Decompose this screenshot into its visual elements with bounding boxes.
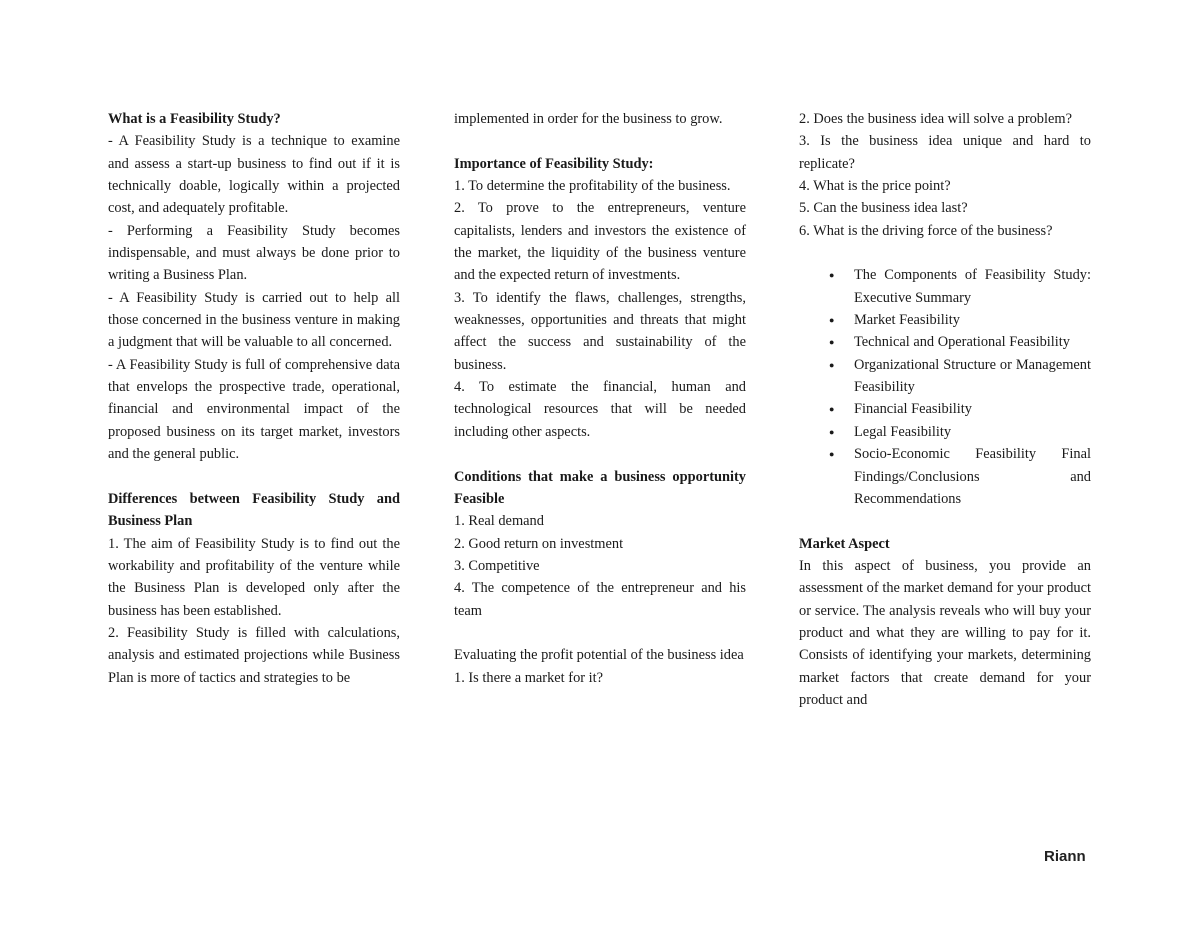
bullet-item: ● The Components of Feasibility Study: Executive Summary <box>799 264 1091 309</box>
spacer <box>454 130 746 152</box>
components-list <box>799 264 1091 510</box>
list-item: 3. Competitive <box>454 557 540 574</box>
list-item: 2. To prove to the entrepreneurs, venture capitalists, lenders and investors the existence of the market, the liquidity of the business venture and the expected return of investments. <box>454 200 746 284</box>
spacer <box>799 510 1091 532</box>
column-2 <box>454 108 746 689</box>
heading-differences: Differences between Feasibility Study and Business Plan <box>108 490 400 530</box>
list-item: 5. Can the business idea last? <box>799 200 968 217</box>
heading-market-aspect: Market Aspect <box>799 535 890 552</box>
paragraph: - A Feasibility Study is a technique to examine and assess a start-up business to find out if it is technically doable, logically within a projected cost, and adequately profitable. <box>108 133 400 217</box>
heading-what-is-feasibility: What is a Feasibility Study? <box>108 111 281 127</box>
paragraph: In this aspect of business, you provide an assessment of the market demand for your product or service. The analysis reveals who will buy your product and what they are willing to pay for it. Consists of identifying your markets, determining market factors that create demand for your product and <box>799 557 1091 708</box>
spacer <box>108 466 400 488</box>
paragraph: - A Feasibility Study is carried out to help all those concerned in the business venture in making a judgment that will be valuable to all concerned. <box>108 289 400 351</box>
list-item: 1. To determine the profitability of the business. <box>454 178 731 195</box>
list-item: 4. The competence of the entrepreneur and his team <box>454 580 746 619</box>
list-item: 1. Real demand <box>454 513 544 530</box>
list-item: 3. To identify the flaws, challenges, strengths, weaknesses, opportunities and threats that might affect the success and sustainability of the business. <box>454 289 746 373</box>
column-1 <box>108 108 400 689</box>
paragraph: 2. Feasibility Study is filled with calculations, analysis and estimated projections while Business Plan is more of tactics and strategies to be <box>108 624 400 686</box>
bullet-item: ● Socio-Economic Feasibility Final Findings/Conclusions and Recommendations <box>799 443 1091 510</box>
bullet-item: ● Financial Feasibility <box>799 398 1091 420</box>
list-item: 3. Is the business idea unique and hard to replicate? <box>799 133 1091 172</box>
list-item: 1. Is there a market for it? <box>454 669 604 686</box>
spacer <box>454 622 746 644</box>
list-item: 4. To estimate the financial, human and technological resources that will be needed including other aspects. <box>454 379 746 440</box>
spacer <box>799 242 1091 264</box>
heading-importance: Importance of Feasibility Study: <box>454 155 654 172</box>
list-item: 2. Does the business idea will solve a problem? <box>799 111 1072 127</box>
bullet-item: ● Technical and Operational Feasibility <box>799 331 1091 353</box>
list-item: 2. Good return on investment <box>454 535 624 552</box>
paragraph: implemented in order for the business to grow. <box>454 111 723 127</box>
heading-conditions: Conditions that make a business opportunity Feasible <box>454 468 746 507</box>
evaluating-title: Evaluating the profit potential of the business idea <box>454 647 744 664</box>
list-item: 6. What is the driving force of the business? <box>799 222 1053 239</box>
paragraph: - Performing a Feasibility Study becomes indispensable, and must always be done prior to writing a Business Plan. <box>108 222 400 284</box>
list-item: 4. What is the price point? <box>799 178 951 195</box>
bullet-item: ● Market Feasibility <box>799 309 1091 331</box>
paragraph: 1. The aim of Feasibility Study is to find out the workability and profitability of the venture while the Business Plan is developed only after the business has been established. <box>108 535 400 619</box>
bullet-item: ● Legal Feasibility <box>799 421 1091 443</box>
spacer <box>454 443 746 465</box>
paragraph: - A Feasibility Study is full of comprehensive data that envelops the prospective trade, operational, financial and environmental impact of the proposed business on its target market, investors and the general public. <box>108 356 400 463</box>
author-name: Riann <box>1044 848 1086 865</box>
bullet-item: ● Organizational Structure or Management Feasibility <box>799 354 1091 399</box>
column-3 <box>799 108 1091 711</box>
